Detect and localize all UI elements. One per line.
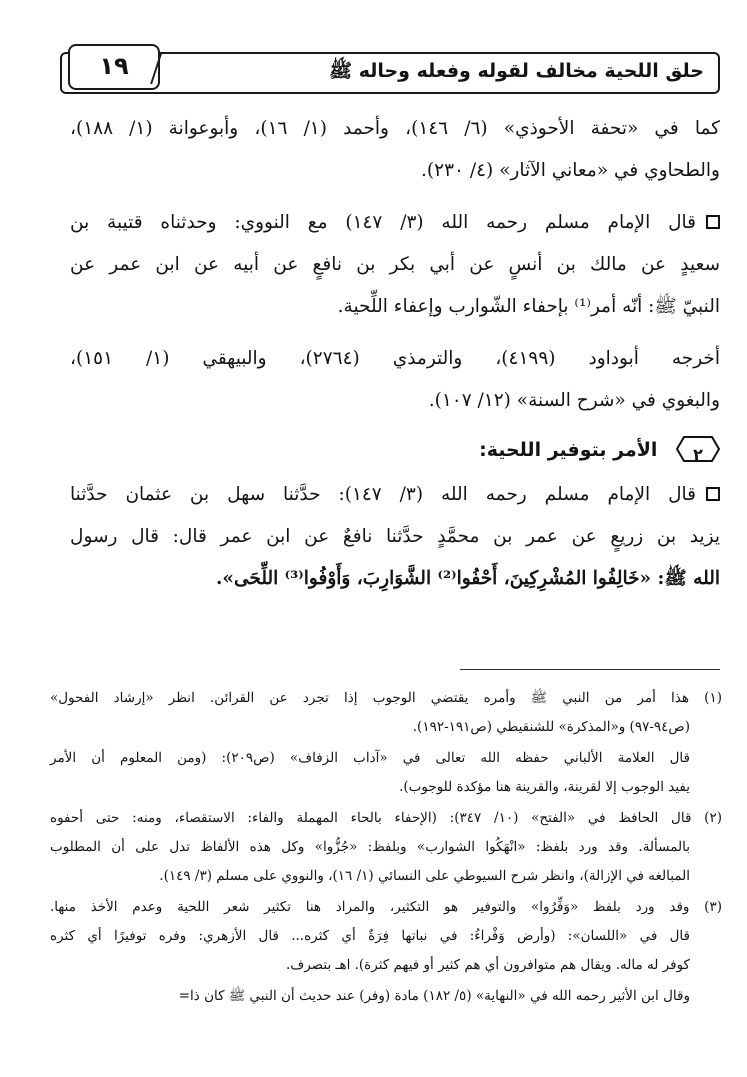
- footnote-line: (١) هذا أمر من النبي ﷺ وأمره يقتضي الوجوب إذا تجرد عن القرائن. انظر «إرشاد الفحول»: [50, 690, 722, 706]
- footnote-line: (٢) قال الحافظ في «الفتح» (١٠/ ٣٤٧): (الإحفاء بالحاء المهملة والفاء: الاستقصاء، ومنه: حتى أحفوه: [50, 810, 722, 826]
- text-line: سعيدٍ عن مالك بن أنسٍ عن أبي بكر بن نافعٍ عن أبيه عن ابن عمر عن: [70, 254, 720, 275]
- footnote-2: [50, 804, 722, 891]
- section-number-badge: [676, 436, 720, 462]
- paragraph-1: [70, 108, 720, 192]
- text-line: أخرجه أبوداود (٤١٩٩)، والترمذي (٢٧٦٤)، والبيهقي (١/ ١٥١)،: [70, 348, 720, 369]
- text-line: قال الإمام مسلم رحمه الله (٣/ ١٤٧) مع النووي: وحدثناه قتيبة بن: [70, 212, 696, 233]
- text-line: كما في «تحفة الأحوذي» (٦/ ١٤٦)، وأحمد (١/ ١٦)، وأبوعوانة (١/ ١٨٨)،: [70, 118, 720, 139]
- footnote-line: (٣) وقد ورد بلفظ «وَفِّرُوا» والتوفير هو التكثير، والمراد هنا تكثير شعر اللحية وعدم الأخذ منها.: [50, 899, 722, 915]
- footnote-3: [50, 893, 722, 980]
- running-header: [60, 52, 720, 94]
- paragraph-2: [70, 202, 720, 328]
- text-line: والبغوي في «شرح السنة» (١٢/ ١٠٧).: [428, 390, 720, 411]
- text-line: يزيد بن زريعٍ عن عمر بن محمَّدٍ حدَّثنا نافعٌ عن ابن عمر قال: قال رسول: [70, 526, 721, 547]
- section-number: ٢: [693, 445, 703, 464]
- text-line: والطحاوي في «معاني الآثار» (٤/ ٢٣٠).: [421, 160, 720, 181]
- footnote-separator: [460, 669, 720, 670]
- footnote-1-continued: [50, 744, 722, 802]
- footnote-line: قال في «اللسان»: (وأرض وَفْراءُ: في نباتها فِرَةٌ أي كثره... قال الأزهري: وفره توفيرًا أي كثره: [50, 928, 690, 944]
- page-number-box: [68, 44, 160, 90]
- footnote-line: المبالغه في الإزالة)، وانظر شرح السيوطي على النسائي (١/ ١٦)، والنووي على مسلم (٣/ ١٤٩).: [159, 868, 690, 884]
- footnote-line: يفيد الوجوب إلا لقرينة، والقرينة هنا مؤكدة للوجوب).: [399, 779, 690, 795]
- text-line: قال الإمام مسلم رحمه الله (٣/ ١٤٧): حدَّثنا سهل بن عثمان حدَّثنا: [70, 484, 696, 505]
- footnote-3-continued: [50, 982, 722, 1011]
- main-text: [70, 108, 720, 610]
- header-title: حلق اللحية مخالف لقوله وفعله وحاله ﷺ: [329, 60, 704, 82]
- footnote-1: [50, 684, 722, 742]
- paragraph-4: [70, 474, 720, 600]
- text-line: الله ﷺ: «خَالِفُوا المُشْرِكِينَ، أَحْفُوا⁽²⁾ الشَّوَارِبَ، وَأَوْفُوا⁽³⁾ اللِّحَى».: [215, 568, 720, 589]
- section-heading: [70, 432, 720, 468]
- footnote-line: (ص٩٤-٩٧) و«المذكرة» للشنقيطي (ص١٩١-١٩٢).: [412, 719, 690, 735]
- footnote-line: وقال ابن الأثير رحمه الله في «النهاية» (٥/ ١٨٢) مادة (وفر) عند حديث أن النبي ﷺ كان ذا=: [178, 988, 690, 1004]
- footnote-line: بالمسألة. وقد ورد بلفظ: «انْهَكُوا الشوارب» وبلفظ: «جُزُّوا» وكل هذه الألفاظ تدل على أن المطلوب: [50, 839, 690, 855]
- square-bullet-icon: [706, 487, 720, 501]
- paragraph-3: [70, 338, 720, 422]
- footnote-line: كوفر له ماله. ويقال هم متوافرون أي هم كثير أو فيهم كثرة). اهـ بتصرف.: [285, 957, 690, 973]
- footnotes: [50, 684, 722, 1013]
- footnote-line: قال العلامة الألباني حفظه الله تعالى في «آداب الزفاف» (ص٢٠٩): (ومن المعلوم أن الأمر: [50, 750, 690, 766]
- page-number: ١٩: [99, 52, 129, 80]
- square-bullet-icon: [706, 215, 720, 229]
- section-title: الأمر بتوفير اللحية:: [479, 439, 658, 461]
- text-line: النبيّ ﷺ: أنّه أمر⁽¹⁾ بإحفاء الشّوارب وإعفاء اللِّحية.: [337, 296, 720, 317]
